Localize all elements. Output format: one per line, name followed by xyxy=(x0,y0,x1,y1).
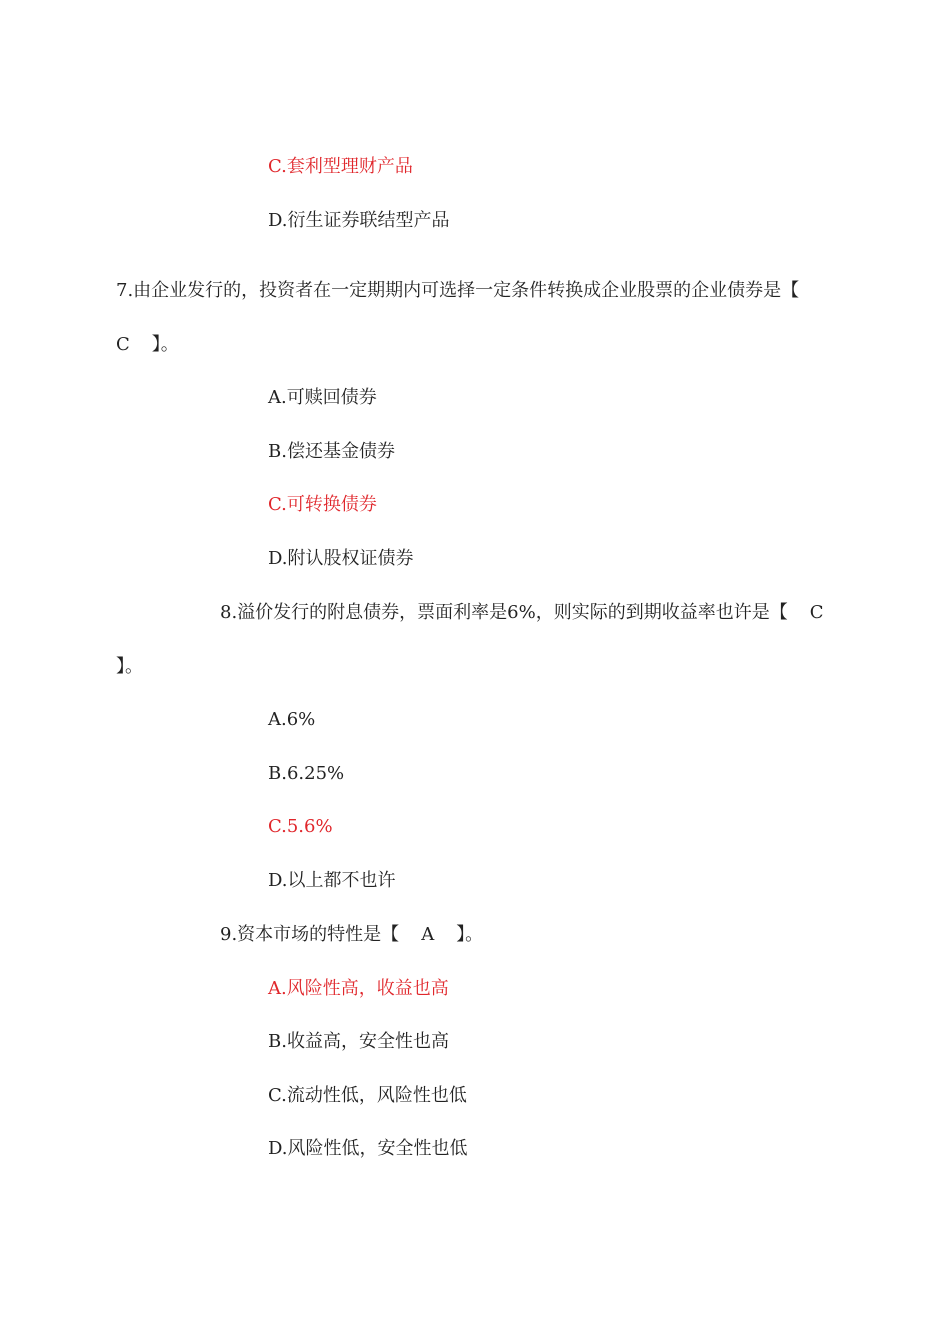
q7-option-b: B.偿还基金债券 xyxy=(268,441,395,462)
q7-stem-text: 7.由企业发行的，投资者在一定期期内可选择一定条件转换成企业股票的企业债券是【 xyxy=(116,280,800,301)
q8-option-d: D.以上都不也许 xyxy=(268,870,396,891)
q6-option-c: C.套利型理财产品 xyxy=(268,156,413,177)
q8-option-a: A.6% xyxy=(268,709,316,730)
q9-option-d: D.风险性低，安全性也低 xyxy=(268,1138,468,1159)
q8-stem-text: 8.溢价发行的附息债券，票面利率是6%，则实际的到期收益率也许是【 xyxy=(220,602,788,623)
q7-stem xyxy=(116,279,799,303)
q6-option-d: D.衍生证券联结型产品 xyxy=(268,210,450,231)
q9-option-b: B.收益高，安全性也高 xyxy=(268,1031,449,1052)
q9-answer: A xyxy=(421,924,435,945)
q7-close: 】。 xyxy=(151,334,179,355)
q9-option-c: C.流动性低，风险性也低 xyxy=(268,1085,467,1106)
q7-answer: C xyxy=(116,334,130,355)
q7-option-d: D.附认股权证债券 xyxy=(268,548,414,569)
q9-close: 】。 xyxy=(456,924,484,945)
q7-option-a: A.可赎回债券 xyxy=(268,387,377,408)
q8-option-c: C.5.6% xyxy=(268,816,333,837)
q8-close-line xyxy=(116,655,143,679)
q8-option-b: B.6.25% xyxy=(268,763,345,784)
q9-stem-text: 9.资本市场的特性是【 xyxy=(220,924,400,945)
q8-close: 】。 xyxy=(116,656,143,677)
q7-option-c: C.可转换债券 xyxy=(268,494,377,515)
q7-answer-line xyxy=(116,333,179,357)
q8-stem xyxy=(220,601,824,625)
q8-answer: C xyxy=(809,602,824,623)
q9-option-a: A.风险性高，收益也高 xyxy=(268,978,449,999)
q9-stem xyxy=(220,923,483,947)
